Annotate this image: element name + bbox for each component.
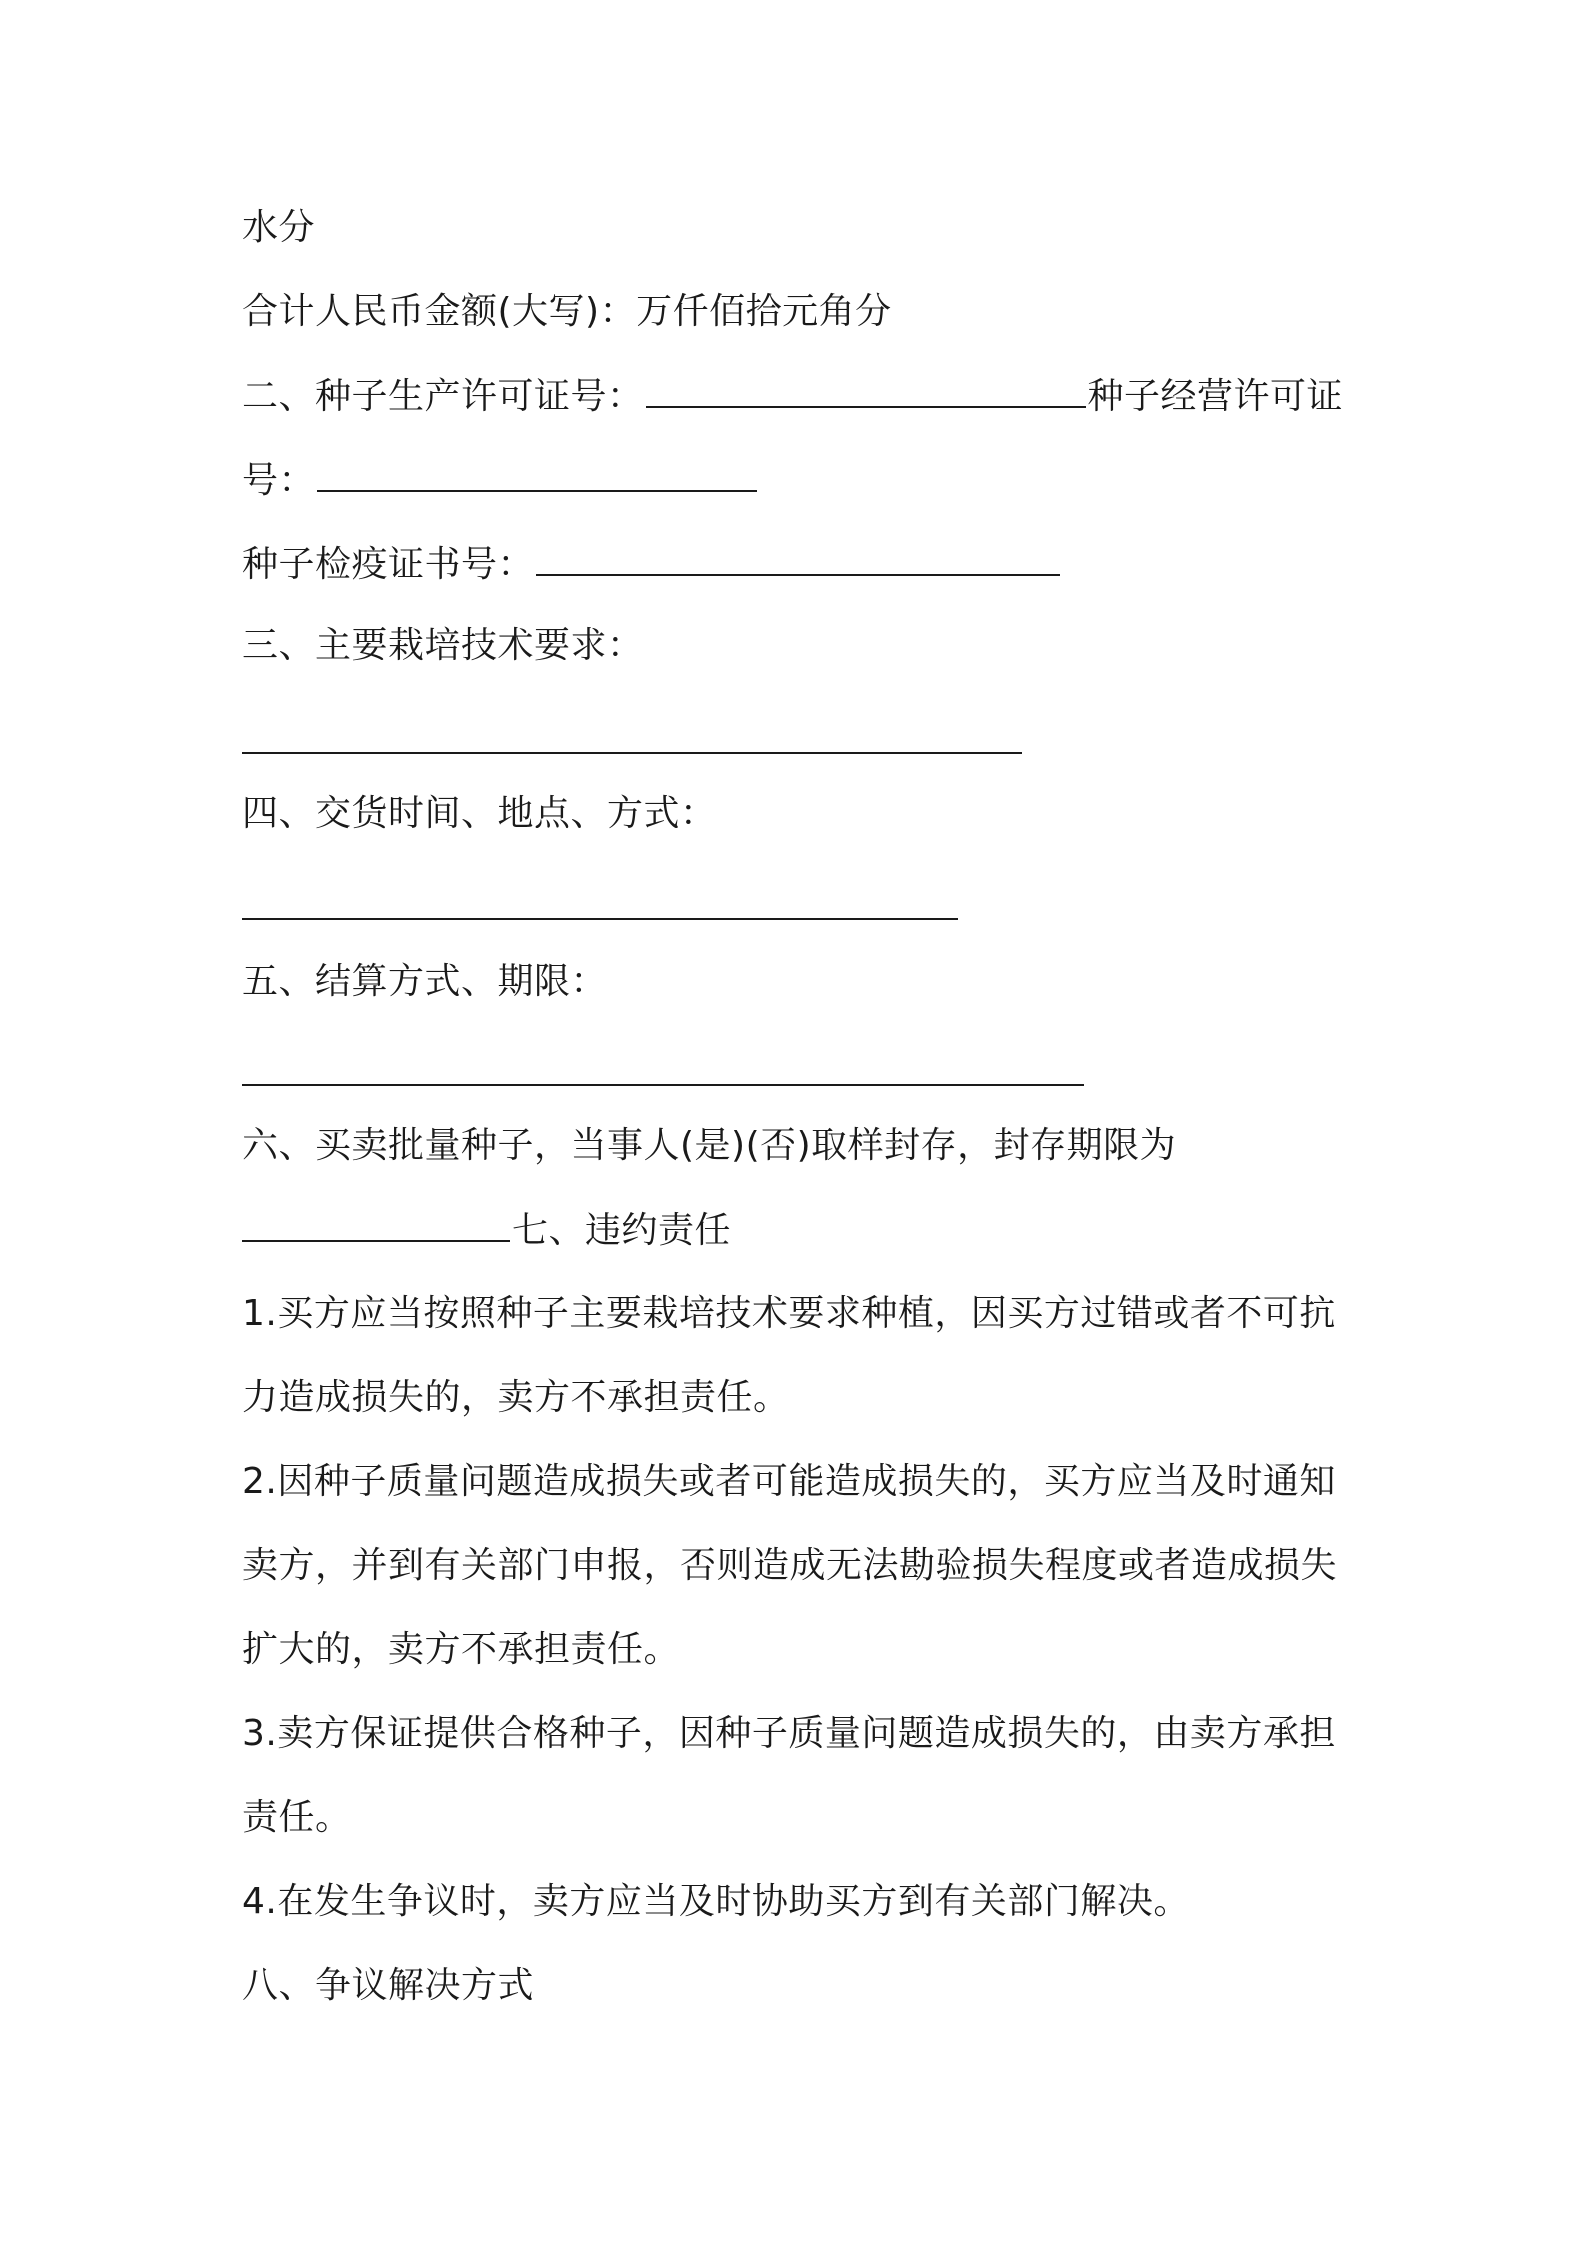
quarantine-certificate-blank[interactable] (536, 542, 1060, 576)
clause-1-line-1: 1.买方应当按照种子主要栽培技术要求种植，因买方过错或者不可抗 (242, 1293, 1336, 1334)
section-four-heading: 四、交货时间、地点、方式： (242, 793, 717, 834)
section-three-heading: 三、主要栽培技术要求： (242, 625, 644, 666)
quarantine-certificate-line (242, 542, 1062, 587)
production-license-label: 二、种子生产许可证号： (242, 376, 644, 417)
clause-2-line-3: 扩大的，卖方不承担责任。 (242, 1629, 681, 1670)
business-license-line (242, 458, 759, 503)
total-amount-line: 合计人民币金额(大写)：万仟佰拾元角分 (242, 291, 892, 332)
production-license-blank[interactable] (646, 374, 1086, 408)
section-seven-line (242, 1208, 731, 1253)
section-seven-heading: 七、违约责任 (512, 1210, 732, 1251)
settlement-details-blank[interactable] (242, 1084, 1084, 1086)
clause-2-line-1: 2.因种子质量问题造成损失或者可能造成损失的，买方应当及时通知 (242, 1461, 1336, 1502)
text-line: 水分 (242, 207, 316, 248)
sealing-period-blank[interactable] (242, 1208, 510, 1242)
quarantine-certificate-label: 种子检疫证书号： (242, 544, 535, 585)
clause-2-line-2: 卖方，并到有关部门申报，否则造成无法勘验损失程度或者造成损失 (242, 1545, 1338, 1586)
clause-4-line: 4.在发生争议时，卖方应当及时协助买方到有关部门解决。 (242, 1881, 1190, 1922)
clause-3-line-2: 责任。 (242, 1797, 352, 1838)
business-license-label-cont: 号： (242, 460, 316, 501)
business-license-label: 种子经营许可证 (1087, 376, 1344, 417)
section-five-heading: 五、结算方式、期限： (242, 961, 608, 1002)
section-six-line: 六、买卖批量种子，当事人(是)(否)取样封存，封存期限为 (242, 1125, 1177, 1166)
business-license-blank[interactable] (317, 458, 757, 492)
license-number-line (242, 374, 1343, 419)
section-eight-heading: 八、争议解决方式 (242, 1965, 535, 2006)
cultivation-requirements-blank[interactable] (242, 752, 1022, 754)
clause-3-line-1: 3.卖方保证提供合格种子，因种子质量问题造成损失的，由卖方承担 (242, 1713, 1336, 1754)
delivery-details-blank[interactable] (242, 918, 958, 920)
clause-1-line-2: 力造成损失的，卖方不承担责任。 (242, 1377, 790, 1418)
